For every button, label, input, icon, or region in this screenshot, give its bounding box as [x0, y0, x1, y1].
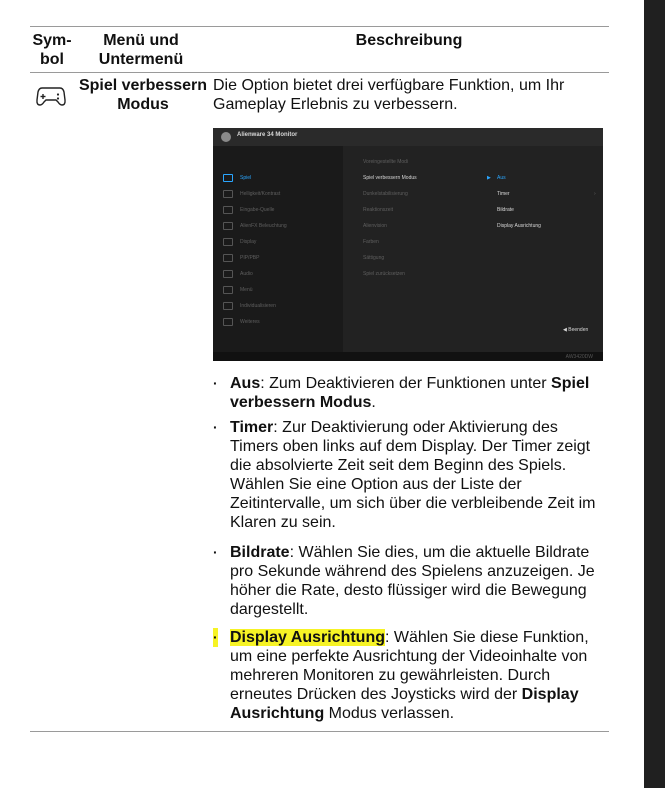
list-item [213, 374, 608, 412]
osd-option: Timer [497, 191, 510, 197]
list-item-text: Timer: Zur Deaktivierung oder Aktivierung des Timers oben links auf dem Display. Der Timer zeigt die absolvierte Zeit seit dem Beginn des Spiels. Wählen Sie eine Option aus der Liste der Zeitintervalle, um sich über die verbleibende Zeit im Klaren zu sein. [230, 419, 596, 531]
osd-model: AW3420DW [565, 354, 593, 360]
osd-footer [213, 352, 603, 361]
osd-sub-item: Reaktionszeit [363, 207, 394, 213]
scrollbar[interactable] [644, 0, 665, 788]
header-description: Beschreibung [355, 32, 463, 49]
osd-main-item: Spiel [240, 175, 252, 181]
list-item-highlighted [213, 628, 608, 728]
osd-sub-item: Spiel zurücksetzen [363, 271, 405, 277]
header-symbol: Sym- bol [32, 32, 72, 68]
osd-sub-item: Alienvision [363, 223, 387, 229]
header-menu: Menü und Untermenü [98, 32, 184, 68]
osd-main-item: Helligkeit/Kontrast [240, 191, 281, 197]
osd-main-item: Menü [240, 287, 253, 293]
osd-select-arrow-icon: ▶ [487, 175, 491, 181]
osd-main-menu [213, 146, 343, 352]
osd-option: Bildrate [497, 207, 514, 213]
osd-sub-menu [343, 146, 483, 352]
list-item [213, 543, 608, 623]
osd-brightness-icon [223, 190, 233, 198]
list-item-text: Aus: Zum Deaktivieren der Funktionen unter Spiel verbessern Modus. [230, 375, 590, 411]
osd-sub-item: Farben [363, 239, 379, 245]
osd-sub-item: Sättigung [363, 255, 385, 261]
bullet-dot: · [213, 629, 218, 645]
osd-options [483, 146, 603, 352]
highlighted-term: Display Ausrichtung [230, 629, 385, 646]
osd-main-item: Eingabe-Quelle [240, 207, 275, 213]
osd-main-item: Audio [240, 271, 253, 277]
submenu-name-line1: Spiel verbessern [78, 77, 208, 94]
header-divider [30, 72, 609, 73]
osd-others-icon [223, 318, 233, 326]
osd-option: Display Ausrichtung [497, 223, 541, 229]
osd-main-item: PIP/PBP [240, 255, 260, 261]
osd-sub-item: Dunkelstabilisierung [363, 191, 408, 197]
osd-title: Alienware 34 Monitor [237, 132, 298, 138]
table-top-rule [30, 26, 609, 27]
bullet-dot: · [213, 544, 218, 560]
gamepad-icon [36, 85, 66, 107]
osd-menu-icon [223, 286, 233, 294]
osd-option: Aus [497, 175, 506, 181]
osd-game-icon [223, 174, 233, 182]
osd-sub-item: Voreingestellte Modi [363, 159, 409, 165]
osd-option-chevron-icon: › [594, 191, 596, 197]
osd-title-bar [213, 128, 603, 146]
osd-star-icon [223, 302, 233, 310]
osd-main-item: Display [240, 239, 257, 245]
osd-display-icon [223, 238, 233, 246]
osd-main-item: AlienFX Beleuchtung [240, 223, 287, 229]
alienware-logo-icon [221, 132, 231, 142]
table-bottom-rule [30, 731, 609, 732]
submenu-name [78, 76, 208, 114]
osd-sub-item-selected: Spiel verbessern Modus [363, 175, 417, 181]
osd-audio-icon [223, 270, 233, 278]
osd-exit-label: ◀ Beenden [563, 327, 589, 333]
osd-main-item: Weiteres [240, 319, 260, 325]
description-intro: Die Option bietet drei verfügbare Funktion, um Ihr Gameplay Erlebnis zu verbessern. [213, 77, 565, 113]
bullet-dot: · [213, 419, 218, 435]
osd-screenshot [213, 128, 603, 361]
list-item [213, 418, 608, 538]
bullet-dot: · [213, 375, 218, 391]
osd-alienfx-icon [223, 222, 233, 230]
osd-pip-icon [223, 254, 233, 262]
list-item-text: Display Ausrichtung: Wählen Sie diese Funktion, um eine perfekte Ausrichtung der Videoinhalte von mehreren Monitoren zu gewährleisten. Durch erneutes Drücken des Joysticks wird der Display Ausrichtung Modus verlassen. [230, 629, 589, 722]
osd-input-icon [223, 206, 233, 214]
submenu-name-line2: Modus [117, 96, 169, 113]
osd-main-item: Individualisieren [240, 303, 276, 309]
list-item-text: Bildrate: Wählen Sie dies, um die aktuelle Bildrate pro Sekunde während des Spielens anzuzeigen. Je höher die Rate, desto flüssiger wird die Bewegung dargestellt. [230, 544, 595, 618]
